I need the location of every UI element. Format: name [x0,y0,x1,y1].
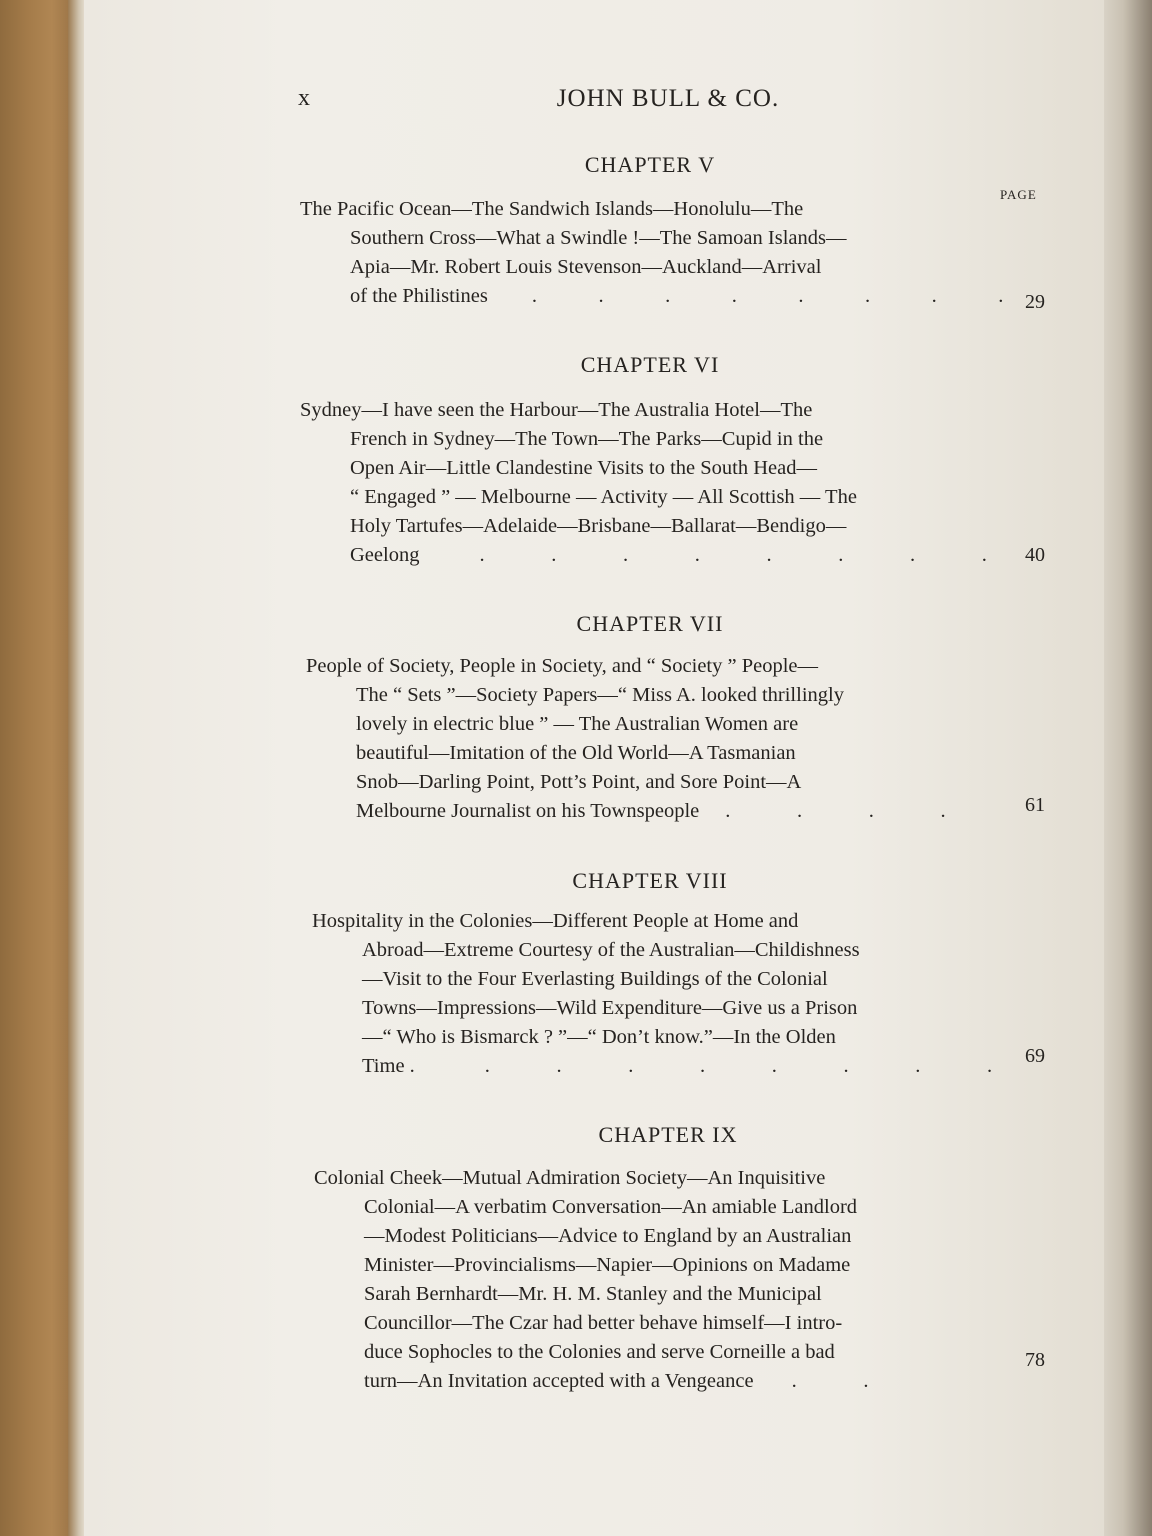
summary-line: Minister—Provincialisms—Napier—Opinions on Madame [364,1254,851,1276]
summary-line: The “ Sets ”—Society Papers—“ Miss A. looked thrillingly [356,684,844,706]
dot-leader: . . . . [725,800,946,822]
summary-line-text: Geelong [350,544,420,566]
folio-number: x [298,85,311,111]
summary-line: Hospitality in the Colonies—Different People at Home and [312,910,799,932]
chapter-heading: CHAPTER V [584,152,716,177]
summary-line: lovely in electric blue ” — The Australian Women are [356,713,799,735]
summary-line: Councillor—The Czar had better behave himself—I intro- [364,1312,843,1334]
summary-line-text: of the Philistines [350,285,488,307]
summary-line: —Visit to the Four Everlasting Buildings of the Colonial [362,968,828,990]
summary-line: Colonial—A verbatim Conversation—An amiable Landlord [364,1196,858,1218]
dot-leader: . . . . . . . . [531,285,1004,307]
chapter-summary [306,652,996,826]
summary-line: The Pacific Ocean—The Sandwich Islands—Honolulu—The [300,198,804,220]
summary-line: Southern Cross—What a Swindle !—The Samoan Islands— [350,227,847,249]
chapter-summary [300,195,1004,311]
summary-line: —“ Who is Bismarck ? ”—“ Don’t know.”—In the Olden [362,1026,836,1048]
summary-line [314,1367,1004,1396]
page-number: 78 [1025,1349,1045,1371]
running-head: JOHN BULL & CO. [556,85,780,112]
summary-line [312,1052,1002,1081]
page-number: 69 [1025,1045,1045,1067]
dot-leader: . . [791,1370,869,1392]
summary-line: Apia—Mr. Robert Louis Stevenson—Auckland—Arrival [350,256,822,278]
summary-line: People of Society, People in Society, and “ Society ” People— [306,655,819,677]
summary-line [306,797,996,826]
page-header [298,85,998,125]
summary-line: Snob—Darling Point, Pott’s Point, and Sore Point—A [356,771,802,793]
dot-leader: . . . . . . . . [479,544,987,566]
summary-line [300,282,1004,311]
summary-line: duce Sophocles to the Colonies and serve Corneille a bad [364,1341,835,1363]
dot-leader: . . . . . . . . [484,1055,993,1077]
summary-line: French in Sydney—The Town—The Parks—Cupid in the [350,428,824,450]
summary-line: “ Engaged ” — Melbourne — Activity — All Scottish — The [350,486,857,508]
book-spine [0,0,74,1536]
page-number: 29 [1025,291,1045,313]
chapter-heading: CHAPTER VIII [572,868,728,893]
page-number: 40 [1025,544,1045,566]
chapter-heading: CHAPTER VI [580,352,720,377]
chapter-heading: CHAPTER VII [576,611,724,636]
summary-line: Towns—Impressions—Wild Expenditure—Give us a Prison [362,997,858,1019]
summary-line-text: Time . [362,1055,415,1077]
summary-line: Abroad—Extreme Courtesy of the Australian—Childishness [362,939,860,961]
summary-line: Open Air—Little Clandestine Visits to the South Head— [350,457,817,479]
summary-line-text: Melbourne Journalist on his Townspeople [356,800,700,822]
summary-line: Holy Tartufes—Adelaide—Brisbane—Ballarat—Bendigo— [350,515,847,537]
summary-line: —Modest Politicians—Advice to England by an Australian [364,1225,852,1247]
summary-line: beautiful—Imitation of the Old World—A Tasmanian [356,742,796,764]
summary-line: Colonial Cheek—Mutual Admiration Society—An Inquisitive [314,1167,826,1189]
summary-line-text: turn—An Invitation accepted with a Vengeance [364,1370,754,1392]
chapter-summary [314,1164,1004,1396]
summary-line: Sydney—I have seen the Harbour—The Australia Hotel—The [300,399,813,421]
chapter-summary [300,396,990,570]
summary-line [300,541,990,570]
chapter-summary [312,907,1002,1081]
page-edge-shadow [1104,0,1152,1536]
chapter-heading: CHAPTER IX [598,1122,738,1147]
summary-line: Sarah Bernhardt—Mr. H. M. Stanley and the Municipal [364,1283,822,1305]
page-number: 61 [1025,794,1045,816]
page-column-label: PAGE [1000,187,1037,202]
